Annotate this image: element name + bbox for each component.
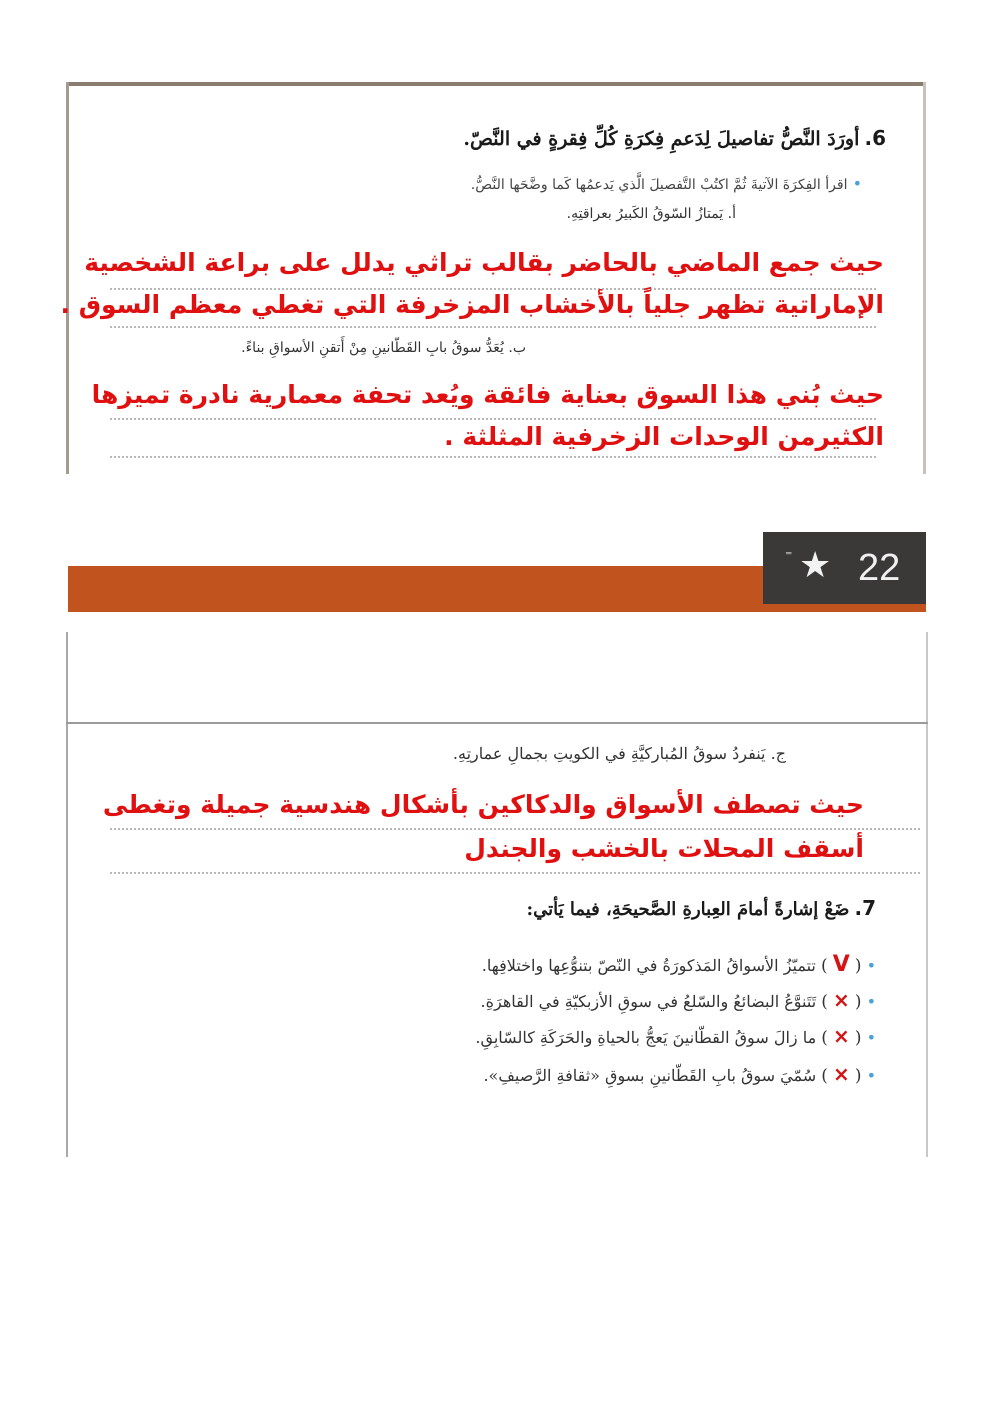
bullet-icon: • <box>866 1028 876 1047</box>
sparkle-icon: ⁼ <box>785 548 793 564</box>
slide-number-badge <box>763 532 926 604</box>
answer-c-line-1: حيث تصطف الأسواق والدكاكين بأشكال هندسية جميلة وتغطى <box>102 790 864 819</box>
statement-row <box>481 988 876 1012</box>
worksheet-panel-top <box>60 82 926 474</box>
dotted-line <box>110 828 920 830</box>
panel-left-border <box>66 82 69 474</box>
paren-close: ) <box>821 1066 828 1086</box>
item-a: أ. يَمتازُ السّوقُ الكَبيرُ بعراقتِهِ. <box>566 206 736 222</box>
paren-close: ) <box>821 992 828 1012</box>
question-7-title: ضَعْ إشارةً أمامَ العِبارةِ الصَّحيحَةِ، فيما يَأتي: <box>526 899 850 920</box>
cross-icon[interactable]: × <box>832 1062 850 1086</box>
dotted-line <box>110 326 876 328</box>
answer-b-line-1: حيث بُني هذا السوق بعناية فائقة ويُعد تحفة معمارية نادرة تميزها <box>91 380 884 409</box>
panel-top-border <box>66 722 928 724</box>
paren-close: ) <box>821 1028 828 1048</box>
question-7-number: 7. <box>854 896 876 920</box>
item-b: ب. يُعَدُّ سوقُ بابِ القَطّانينِ مِنْ أَتقنِ الأسواقِ بناءً. <box>241 340 526 356</box>
panel-right-border <box>923 82 926 474</box>
answer-a-line-2: الإماراتية تظهر جلياً بالأخشاب المزخرفة التي تغطي معظم السوق . <box>60 290 884 319</box>
dotted-line <box>110 418 876 420</box>
instruction-text: اقرأ الفِكرَةَ الآتيةَ ثُمَّ اكتُبْ التَّفصيلَ الَّذي يَدعمُها كَما وضَّحَها النَّصُّ. <box>470 177 848 193</box>
paren-open: ( <box>854 992 862 1012</box>
question-6 <box>463 126 886 150</box>
star-icon: ★ <box>799 545 832 586</box>
bullet-icon: • <box>866 1066 876 1085</box>
bullet-icon: • <box>866 956 876 975</box>
question-7 <box>526 896 876 920</box>
item-c: ج. يَنفردُ سوقُ المُباركيَّةِ في الكويتِ بجمالِ عمارتِهِ. <box>452 744 786 763</box>
statement-row <box>483 1062 876 1086</box>
cross-icon[interactable]: × <box>832 1024 850 1048</box>
cross-icon[interactable]: × <box>832 988 850 1012</box>
dotted-line <box>110 456 876 458</box>
dotted-line <box>110 872 920 874</box>
paren-open: ( <box>854 956 862 976</box>
statement-text: سُمّيَ سوقُ بابِ القَطّانينِ بسوقِ «ثقافةِ الرَّصيفِ». <box>483 1066 817 1085</box>
answer-a-line-1: حيث جمع الماضي بالحاضر بقالب تراثي يدلل على براعة الشخصية <box>84 248 884 277</box>
panel-left-border <box>66 632 68 1157</box>
answer-b-line-2: الكثيرمن الوحدات الزخرفية المثلثة . <box>444 422 884 451</box>
statement-text: تتميّزُ الأسواقُ المَذكورَةُ في النّصّ بتنوُّعِها واختلافِها. <box>481 956 816 975</box>
statement-row <box>482 952 876 977</box>
instruction-line <box>471 174 862 193</box>
checkmark-icon[interactable]: V <box>832 952 850 977</box>
statement-text: ما زالَ سوقُ القطّانينَ يَعجُّ بالحياةِ والحَرَكَةِ كالسّابِقِ. <box>475 1028 817 1047</box>
question-6-title: أورَدَ النَّصُّ تفاصيلَ لِدَعمِ فِكرَةِ كُلِّ فِقرةٍ في النَّصّ. <box>463 128 860 150</box>
paren-close: ) <box>820 956 828 976</box>
bullet-icon: • <box>852 174 862 193</box>
panel-top-border <box>66 82 926 86</box>
question-6-number: 6. <box>864 126 886 150</box>
statement-text: تَتَنوَّعُ البضائعُ والسّلعُ في سوقِ الأزبكيّةِ في القاهرَةِ. <box>480 992 817 1011</box>
bullet-icon: • <box>866 992 876 1011</box>
paren-open: ( <box>854 1066 862 1086</box>
slide-number: 22 <box>858 547 901 589</box>
panel-right-border <box>926 632 928 1157</box>
answer-c-line-2: أسقف المحلات بالخشب والجندل <box>464 834 864 863</box>
worksheet-panel-bottom <box>66 632 928 1157</box>
paren-open: ( <box>854 1028 862 1048</box>
statement-row <box>475 1024 876 1048</box>
